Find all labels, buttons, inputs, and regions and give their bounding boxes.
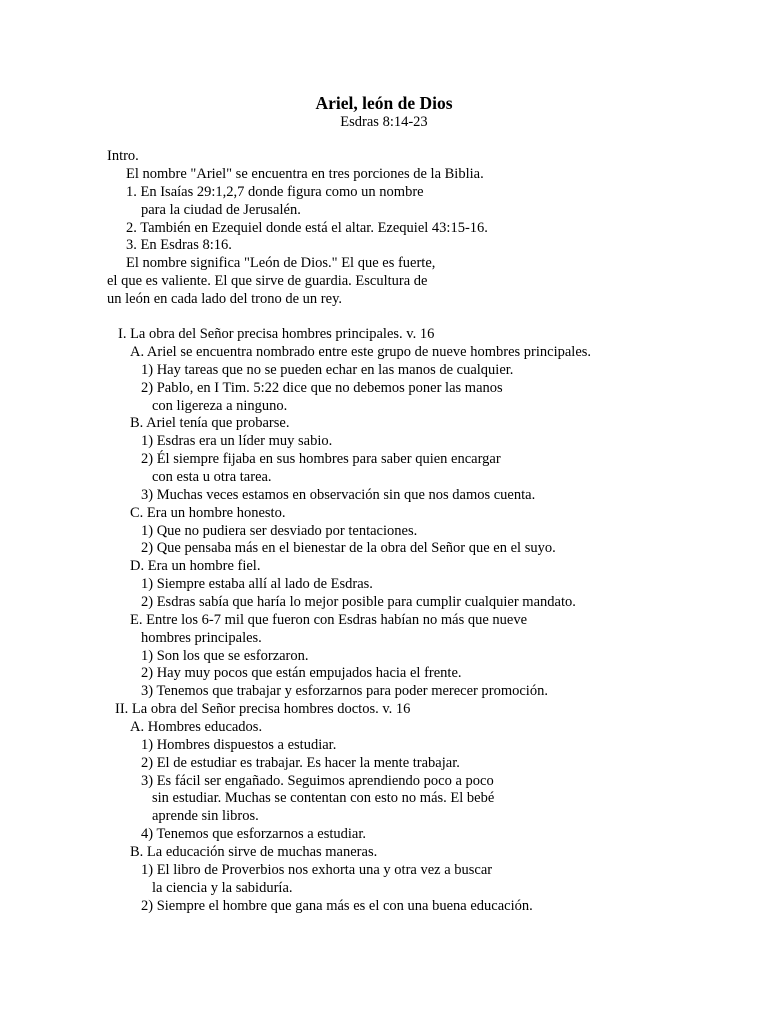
text-line: 2) Siempre el hombre que gana más es el con una buena educación. [141, 898, 533, 914]
text-line: con ligereza a ninguno. [152, 398, 288, 414]
text-line: 1) Hay tareas que no se pueden echar en las manos de cualquier. [141, 362, 514, 378]
text-line: 3) Muchas veces estamos en observación sin que nos damos cuenta. [141, 487, 536, 503]
subsection-heading: E. Entre los 6-7 mil que fueron con Esdras habían no más que nueve [130, 612, 528, 628]
page-title: Ariel, león de Dios [315, 93, 453, 113]
subsection-heading: B. La educación sirve de muchas maneras. [130, 844, 378, 860]
text-line: 2. También en Ezequiel donde está el altar. Ezequiel 43:15-16. [126, 220, 488, 236]
text-line: hombres principales. [141, 630, 262, 646]
text-line: 3. En Esdras 8:16. [126, 237, 232, 253]
scripture-reference: Esdras 8:14-23 [340, 114, 428, 130]
text-line: 3) Tenemos que trabajar y esforzarnos para poder merecer promoción. [141, 683, 548, 699]
text-line: el que es valiente. El que sirve de guardia. Escultura de [107, 273, 428, 289]
text-line: 2) Hay muy pocos que están empujados hacia el frente. [141, 665, 462, 681]
text-line: para la ciudad de Jerusalén. [141, 202, 301, 218]
text-line: 1. En Isaías 29:1,2,7 donde figura como un nombre [126, 184, 424, 200]
subsection-heading: B. Ariel tenía que probarse. [130, 415, 290, 431]
text-line: un león en cada lado del trono de un rey. [107, 291, 343, 307]
text-line: 2) Él siempre fijaba en sus hombres para saber quien encargar [141, 451, 501, 467]
text-line: 1) Son los que se esforzaron. [141, 648, 309, 664]
subsection-heading: A. Ariel se encuentra nombrado entre este grupo de nueve hombres principales. [130, 344, 592, 360]
text-line: 1) Hombres dispuestos a estudiar. [141, 737, 337, 753]
text-line: 2) El de estudiar es trabajar. Es hacer la mente trabajar. [141, 755, 460, 771]
text-line: 2) Que pensaba más en el bienestar de la obra del Señor que en el suyo. [141, 540, 556, 556]
text-line: la ciencia y la sabiduría. [152, 880, 293, 896]
section-heading: I. La obra del Señor precisa hombres principales. v. 16 [118, 326, 435, 342]
subsection-heading: D. Era un hombre fiel. [130, 558, 261, 574]
subsection-heading: A. Hombres educados. [130, 719, 263, 735]
text-line: 2) Pablo, en I Tim. 5:22 dice que no debemos poner las manos [141, 380, 503, 396]
subsection-heading: C. Era un hombre honesto. [130, 505, 286, 521]
text-line: sin estudiar. Muchas se contentan con esto no más. El bebé [152, 790, 495, 806]
text-line: 4) Tenemos que esforzarnos a estudiar. [141, 826, 367, 842]
text-line: con esta u otra tarea. [152, 469, 272, 485]
section-heading: II. La obra del Señor precisa hombres doctos. v. 16 [115, 701, 411, 717]
text-line: 1) Siempre estaba allí al lado de Esdras. [141, 576, 373, 592]
text-line: 1) Que no pudiera ser desviado por tentaciones. [141, 523, 418, 539]
intro-heading: Intro. [107, 148, 139, 164]
text-line: El nombre significa "León de Dios." El que es fuerte, [126, 255, 436, 271]
text-line: aprende sin libros. [152, 808, 259, 824]
text-line: 1) El libro de Proverbios nos exhorta una y otra vez a buscar [141, 862, 493, 878]
text-line: El nombre "Ariel" se encuentra en tres porciones de la Biblia. [126, 166, 484, 182]
text-line: 2) Esdras sabía que haría lo mejor posible para cumplir cualquier mandato. [141, 594, 576, 610]
text-line: 1) Esdras era un líder muy sabio. [141, 433, 333, 449]
text-line: 3) Es fácil ser engañado. Seguimos aprendiendo poco a poco [141, 773, 494, 789]
